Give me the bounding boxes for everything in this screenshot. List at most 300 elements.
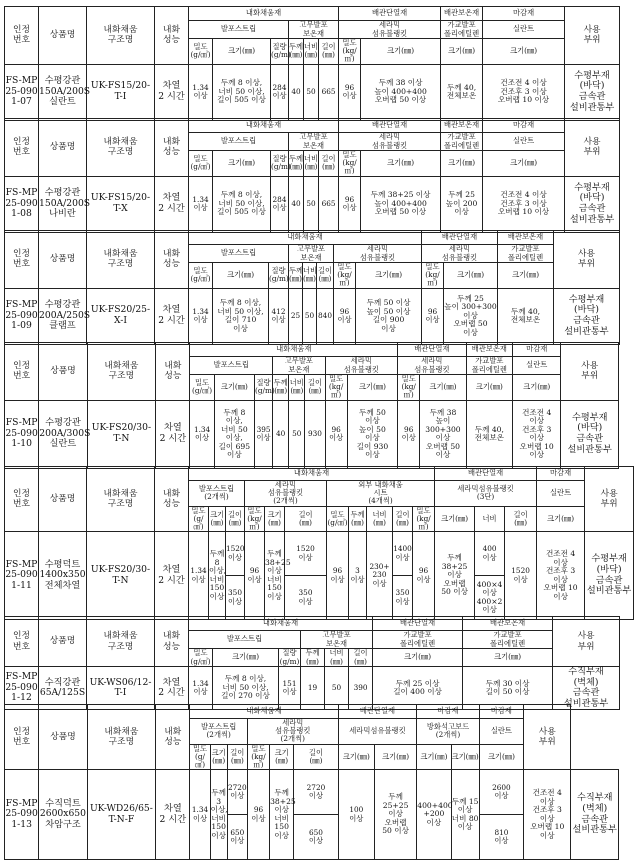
unit-size: 크기(㎜) [466,375,512,401]
value-mass: 395 이상 [254,400,272,468]
unit-thickness: 두께 (㎜) [289,151,304,177]
use-location: 수평부재 (바닥) 금속관 설비관통부 [585,532,634,620]
value-length: 2720 이상 [227,770,247,815]
value-width: 400 이상 [475,532,505,576]
header-perf: 내화 성능 [155,231,189,289]
unit-length: 길이 (㎜) [317,263,334,289]
unit-density-kg: 밀도 (kg/㎥) [325,375,347,401]
value-insulation: 두께 25 이상 길이 400 이상 [373,667,463,710]
value-width: 230+ 230 이상 [367,532,393,620]
use-location: 수직부재 (벽체) 금속관 설비관통부 [553,667,620,710]
value-cover: 두께 30 이상 길이 50 이상 [463,667,553,710]
header-struct: 내화채움 구조명 [87,705,156,770]
header-struct: 내화채움 구조명 [87,343,156,401]
header-perf: 내화 성능 [156,343,190,401]
header-fin: 마감재 [417,705,479,719]
material-rubber: 고무발포 보온재 [273,357,325,375]
value-length: 840 [317,288,334,344]
header-name: 상품명 [39,467,87,532]
value-size: 두께 8 이상, 너비 50 이상, 길이 270 이상 [213,667,279,710]
value-density-kg: 96 이상 [334,288,356,344]
product-name: 수직강관 65A/125S [39,667,87,710]
unit-length: 길이 (㎜) [505,506,537,532]
value-finish: 건조전 4 이상 건조후 3 이상 오버랩 10 이상 [524,770,571,860]
header-fin: 마감재 [483,7,565,21]
material-rubber: 고무발포 보온재 [289,133,339,151]
value-size: 두께 8 이상, 너비 50 이상, 길이 505 이상 [213,64,271,120]
value-insulation: 두께 25+25 이상 오버랩 50 이상 [374,770,416,860]
unit-size: 크기(㎜) [338,744,374,770]
value-density: 1.34 이상 [189,64,213,120]
material-ceramic: 세라믹 섬유블랭킷 [339,133,441,151]
header-perf: 내화 성능 [155,119,189,177]
value-density-kg: 96 이상 [339,176,361,232]
unit-size: 크기(㎜) [213,39,271,65]
unit-density-kg: 밀도 (kg/㎥) [413,506,435,532]
unit-thickness: 두께 (㎜) [349,506,367,532]
unit-length: 길이 (㎜) [393,506,413,532]
header-fill: 내화채움재 [189,7,339,21]
material-ceramic: 세라믹 섬유블랭킷 [422,245,498,263]
header-no: 인정 번호 [5,705,39,770]
unit-size: 크기(㎜) [435,506,475,532]
header-fin: 마감재 [537,467,585,481]
material-rubber: 고무발포 보온재 [289,21,339,39]
product-name: 수평강관 150A/200S 실란트 [39,64,87,120]
record-no: FS-MP 25-090 1-07 [5,64,39,120]
value-density-kg: 96 이상 [247,770,269,860]
material-foam: 발포스트립 (2개씩) [189,481,245,507]
value-length: 930 [305,400,325,468]
value-cover: 두께 40, 전체보온 [466,400,512,468]
value-size: 두께 8 이상, 너비 50 이상, 길이 505 이상 [213,176,271,232]
use-location: 수평부재 (바닥) 금속관 설비관통부 [561,400,619,468]
value-cover: 두께 40, 전체보온 [498,288,554,344]
unit-density: 밀도 (g/㎤) [189,39,213,65]
material-sealant: 실란트 [483,133,565,151]
unit-size: 크기(㎜) [498,263,554,289]
unit-length: 길이 (㎜) [294,744,338,770]
unit-size: 크기(㎜) [356,263,422,289]
unit-size: 크기(㎜) [214,375,254,401]
header-fill: 내화채움재 [190,343,398,357]
header-use: 사용 부위 [585,467,634,532]
product-name: 수평강관 150A/200S 나비란 [39,176,87,232]
structure-name: UK-FS15/20- T-X [87,176,155,232]
header-fin: 마감재 [479,705,523,719]
value-length: 665 [319,176,339,232]
value-cover: 두께 25 높이 200 이상 [441,176,483,232]
material-foam: 발포스트립 [189,631,301,649]
value-finish: 건조전 4 이상 건조후 3 이상 오버랩 10 이상 [513,400,561,468]
value-mass: 151 이상 [279,667,301,710]
unit-thickness: 두께 (㎜) [289,263,303,289]
header-cov: 배관보온재 [466,343,512,357]
value-density: 1.34 이상 [189,532,209,620]
material-pe: 가교발포 폴리에틸렌 [441,21,483,39]
value-finish: 건조전 4 이상 건조후 3 이상 오버랩 10 이상 [537,532,585,620]
header-fin: 마감재 [483,119,565,133]
material-foam: 발포스트립 [189,133,289,151]
value-size: 두께 8 이상, 너비 50 이상, 길이 695 이상 [214,400,254,468]
value-length: 390 [349,667,373,710]
unit-size: 크기(㎜) [213,151,271,177]
value-thickness: 40 [289,176,304,232]
unit-density: 밀도 (g/㎤) [190,375,214,401]
material-foam: 발포스트립 (2개씩) [190,719,247,745]
unit-width: 너비 (㎜) [325,649,349,667]
unit-length: 길이 (㎜) [319,39,339,65]
unit-size: 크기 (㎜) [270,744,294,770]
unit-size: 크기(㎜) [483,39,565,65]
unit-size: 크기(㎜) [483,151,565,177]
header-ins: 배관단열재 [435,467,537,481]
value-width: 50 [304,64,319,120]
unit-size: 크기(㎜) [374,744,416,770]
header-cov: 배관보온재 [441,119,483,133]
value-width: 400×4 이상 [476,579,503,598]
value-density-kg: 96 이상 [398,400,420,468]
header-ins: 배관단열재 [398,343,467,357]
header-name: 상품명 [39,617,87,667]
header-fill: 내화채움재 [189,467,435,481]
material-pe: 가교발포 폴리에틸렌 [463,631,553,649]
product-name: 수평덕트 1400x350 전체차열 [39,532,87,620]
value-width: 400×2 이상 [476,596,503,615]
header-use: 사용 부위 [561,343,619,401]
unit-size: 크기(㎜) [513,375,561,401]
unit-size: 크기 (㎜) [209,506,226,532]
value-density-kg: 96 이상 [339,64,361,120]
unit-size: 크기(㎜) [537,506,585,532]
value-density-kg: 96 이상 [327,532,349,620]
structure-name: UK-FS20/30- T-N [87,532,155,620]
record-no: FS-MP 25-090 1-11 [5,532,39,620]
value-length: 2720 이상 [294,770,338,815]
header-no: 인정 번호 [5,467,39,532]
header-struct: 내화채움 구조명 [87,231,155,289]
unit-length: 길이 (㎜) [305,375,325,401]
product-name: 수직덕트 2600x650 차암구조 [39,770,87,860]
value-board-size: 두께 15 이상 너비 80 이상 [451,770,479,860]
header-fill: 내화채움재 [189,231,422,245]
value-length: 350 이상 [285,576,327,620]
unit-size: 크기(㎜) [479,744,523,770]
unit-length: 길이 (㎜) [349,649,373,667]
header-name: 상품명 [39,343,87,401]
value-thickness: 19 [301,667,325,710]
value-width: 50 [289,400,305,468]
use-location: 수직부재 (벽체) 금속관 설비관통부 [571,770,619,860]
header-no: 인정 번호 [5,343,39,401]
value-density-kg: 96 이상 [422,288,444,344]
unit-mass: 질량 (g/m) [254,375,272,401]
material-fireboard: 방화석고보드 (2개씩) [417,719,479,745]
material-sealant: 실란트 [537,481,585,507]
header-use: 사용 부위 [524,705,571,770]
header-use: 사용 부위 [553,617,620,667]
value-insulation: 두께 50 이상 높이 50 이상 길이 930 이상 [347,400,397,468]
unit-length: 길이 (㎜) [285,506,327,532]
header-cov: 배관보온재 [441,7,483,21]
material-ceramic: 세라믹 섬유블랭킷 [334,245,422,263]
unit-size: 크기(㎜) [451,744,479,770]
value-width: 50 [303,288,317,344]
header-perf: 내화 성능 [156,705,190,770]
value-length: 350 이상 [393,576,413,620]
use-location: 수평부재 (바닥) 금속관 설비관통부 [554,288,620,344]
header-name: 상품명 [39,7,87,65]
unit-size: 크기 (㎜) [210,744,227,770]
value-width: 50 [304,176,319,232]
header-perf: 내화 성능 [155,617,189,667]
value-length: 650 이상 [227,815,247,860]
unit-size: 크기(㎜) [347,375,397,401]
material-foam: 발포스트립 [189,21,289,39]
value-length: 810 이상 [479,815,523,860]
value-density: 1.34 이상 [190,400,214,468]
value-length: 650 이상 [294,815,338,860]
header-struct: 내화채움 구조명 [87,7,155,65]
value-length: 350 이상 [226,576,245,620]
value-thickness: 40 [289,64,304,120]
unit-size: 크기(㎜) [441,151,483,177]
value-thickness: 두께 3 이상, 너비 150 이상 [210,770,227,860]
unit-size: 크기(㎜) [213,263,269,289]
value-length: 665 [319,64,339,120]
material-rubber: 고무발포 보온재 [289,245,334,263]
value-mass: 412 이상 [269,288,289,344]
unit-length: 길이 (㎜) [319,151,339,177]
header-no: 인정 번호 [5,7,39,65]
unit-width: 너비 [475,506,505,532]
record-fs-mp-25-0901-13 [4,704,619,854]
unit-size: 크기(㎜) [361,151,441,177]
structure-name: UK-FS20/25- X-I [87,288,155,344]
performance: 차열 2 시간 [155,64,189,120]
value-length: 2600 이상 [479,770,523,815]
header-ins: 배관단열재 [339,7,441,21]
product-name: 수평강관 200A/300S 실란트 [39,400,87,468]
record-fs-mp-25-0901-10 [4,342,619,464]
unit-width: 너비 (㎜) [289,375,305,401]
use-location: 수평부재 (바닥) 금속관 설비관통부 [565,64,620,120]
unit-mass: 질량 (g/m) [279,648,300,666]
value-thickness: 두께 38+25 이상 너비 150 이상 [270,770,294,860]
unit-width: 너비 (㎜) [304,39,319,65]
unit-mass: 질량 (g/m) [269,263,289,289]
record-no: FS-MP 25-090 1-10 [5,400,39,468]
value-density-kg: 96 이상 [325,400,347,468]
value-density-kg: 96 이상 [413,532,435,620]
header-ins: 배관단열재 [422,231,498,245]
unit-density: 밀도 (g/㎤) [190,648,211,666]
material-pe: 가교발포 폴리에틸렌 [441,133,483,151]
material-ceramic: 세라믹 섬유블랭킷 [325,357,398,375]
material-pe: 가교발포 폴리에틸렌 [373,631,463,649]
value-finish: 건조전 4 이상 건조후 3 이상 오버랩 10 이상 [483,176,565,232]
header-perf: 내화 성능 [155,7,189,65]
unit-density-kg: 밀도 (kg/㎥) [247,744,269,770]
header-ins: 배관단열재 [339,119,441,133]
material-pe: 가교발포 폴리에틸렌 [498,245,554,263]
value-insulation: 두께 50 이상 높이 50 이상 길이 900 이상 [356,288,422,344]
value-thickness: 두께 8 이상, 너비 150 이상 [209,532,226,620]
unit-thickness: 두께 (㎜) [289,39,304,65]
record-fs-mp-25-0901-12 [4,616,619,709]
header-ins: 배관단열재 [338,705,417,719]
header-cov: 배관보온재 [498,231,554,245]
unit-length: 길이 (㎜) [227,744,247,770]
structure-name: UK-WD26/65- T-N-F [87,770,156,860]
value-length: 1520 이상 [285,532,327,576]
value-mass: 284 이상 [271,176,289,232]
material-foam: 발포스트립 [190,357,273,375]
unit-density-kg: 밀도 (kg/㎥) [339,151,361,177]
unit-thickness: 두께 (㎜) [301,649,325,667]
record-no: FS-MP 25-090 1-09 [5,288,39,344]
header-cov: 배관보온재 [463,617,553,631]
performance: 차열 2 시간 [155,288,189,344]
unit-density: 밀도 (g/㎤) [189,151,213,177]
value-mass: 284 이상 [271,64,289,120]
value-cover: 두께 40, 전체보온 [441,64,483,120]
performance: 차열 2 시간 [155,176,189,232]
material-ceramic: 세라믹 섬유블랭킷 [339,21,441,39]
value-insulation-width: 400+400 +200 이상 [417,770,451,860]
value-thickness: 25 [289,288,303,344]
header-fill: 내화채움재 [189,617,373,631]
value-density: 1.34 이상 [189,667,213,710]
header-perf: 내화 성능 [155,467,189,532]
unit-size: 크기(㎜) [420,375,466,401]
material-ceramic: 세라믹 섬유블랭킷 [398,357,467,375]
unit-density-kg: 밀도 (kg/㎥) [398,375,420,401]
value-density-kg: 100 이상 [338,770,374,860]
unit-density-kg: 밀도 (kg/㎥) [422,263,444,289]
material-sealant: 실란트 [479,719,523,745]
performance: 차열 2 시간 [156,770,190,860]
unit-width: 너비 (㎜) [304,151,319,177]
header-use: 사용 부위 [565,7,620,65]
unit-thickness: 두께 (㎜) [273,375,289,401]
unit-density: 밀도 (g/㎤) [327,506,349,532]
unit-size: 크기(㎜) [213,649,279,667]
header-struct: 내화채움 구조명 [87,467,155,532]
structure-name: UK-FS15/20- T-I [87,64,155,120]
header-no: 인정 번호 [5,617,39,667]
use-location: 수평부재 (바닥) 금속관 설비관통부 [565,176,620,232]
record-no: FS-MP 25-090 1-08 [5,176,39,232]
value-density-kg: 96 이상 [245,532,265,620]
record-fs-mp-25-0901-11 [4,466,632,615]
header-struct: 내화채움 구조명 [87,617,155,667]
structure-name: UK-WS06/12- T-I [87,667,155,710]
value-insulation: 두께 38+25 이상 높이 400+400 오버랩 50 이상 [361,176,441,232]
header-fin: 마감재 [513,343,561,357]
performance: 차열 2 시간 [155,667,189,710]
unit-density: 밀도 (g/㎤) [190,744,210,770]
unit-density: 밀도 (g/㎤) [189,506,209,532]
value-thickness: 두께 38+25 이상 너비 150 이상 [265,532,285,620]
value-width-stack [475,576,505,620]
header-use: 사용 부위 [565,119,620,177]
header-ins: 배관단열재 [373,617,463,631]
value-density: 1.34 이상 [189,176,213,232]
material-sealant: 실란트 [483,21,565,39]
unit-size: 크기(㎜) [463,649,553,667]
unit-size: 크기 (㎜) [265,506,285,532]
unit-size: 크기(㎜) [361,39,441,65]
unit-size: 크기(㎜) [373,649,463,667]
header-struct: 내화채움 구조명 [87,119,155,177]
record-fs-mp-25-0901-07 [4,6,619,116]
material-ceramic: 세라믹섬유블랭킷 [338,719,417,745]
record-no: FS-MP 25-090 1-13 [5,770,39,860]
record-no: FS-MP 25-090 1-12 [5,667,39,710]
unit-size: 크기(㎜) [417,744,451,770]
material-ceramic: 세라믹 섬유블랭킷 (2개씩) [247,719,338,745]
material-foam: 발포스트립 [189,245,289,263]
value-length: 1520 이상 [505,532,537,620]
record-fs-mp-25-0901-08 [4,118,619,228]
material-sheet: 외부 내화채움 시트 (4개씩) [327,481,435,507]
unit-width: 너비 (㎜) [367,506,393,532]
value-pe-size: 두께 38 높이 300+300 이상 오버랩 50 이상 [420,400,466,468]
material-ceramic: 세라믹 섬유블랭킷 (2개씩) [245,481,327,507]
material-sealant: 실란트 [513,357,561,375]
unit-density: 밀도 (g/㎤) [189,263,213,289]
value-thickness: 40 [273,400,289,468]
value-size: 두께 8 이상, 너비 50 이상, 길이 710 이상 [213,288,269,344]
value-finish: 건조전 4 이상 건조후 3 이상 오버랩 10 이상 [483,64,565,120]
value-width: 50 [325,667,349,710]
value-thickness: 3 이상 [349,532,367,620]
unit-width: 너비 (㎜) [303,263,317,289]
header-name: 상품명 [39,705,87,770]
header-no: 인정 번호 [5,119,39,177]
header-name: 상품명 [39,231,87,289]
unit-density-kg: 밀도 (kg/㎥) [339,39,361,65]
unit-density-kg: 밀도 (kg/㎥) [245,506,265,532]
material-pe: 가교발포 폴리에틸렌 [466,357,512,375]
unit-length: 길이 (㎜) [226,506,245,532]
value-length: 1400 이상 [393,532,413,576]
value-density: 1.34 이상 [190,770,210,860]
header-use: 사용 부위 [554,231,620,289]
structure-name: UK-FS20/30- T-N [87,400,156,468]
unit-mass: 질량 (g/m) [271,39,289,65]
header-name: 상품명 [39,119,87,177]
performance: 차열 2 시간 [155,532,189,620]
header-fill: 내화채움재 [190,705,338,719]
value-pe-size: 두께 25 높이 300+300 이상 오버랩 50 이상 [444,288,498,344]
value-length: 1520 이상 [226,532,245,576]
value-insulation: 두께 38+25 이상 오버랩 50 이상 [435,532,475,620]
unit-density-kg: 밀도 (kg/㎥) [334,263,356,289]
record-fs-mp-25-0901-09 [4,230,619,340]
material-rubber: 고무발포 보온재 [301,631,373,649]
header-fill: 내화채움재 [189,119,339,133]
unit-size: 크기(㎜) [444,263,498,289]
unit-size: 크기(㎜) [441,39,483,65]
performance: 차열 2 시간 [156,400,190,468]
product-name: 수평강관 200A/250S 클램프 [39,288,87,344]
value-insulation: 두께 38 이상 높이 400+400 오버랩 50 이상 [361,64,441,120]
header-no: 인정 번호 [5,231,39,289]
value-density: 1.34 이상 [189,288,213,344]
material-ceramic: 세라믹섬유블랭킷 (3단) [435,481,537,507]
